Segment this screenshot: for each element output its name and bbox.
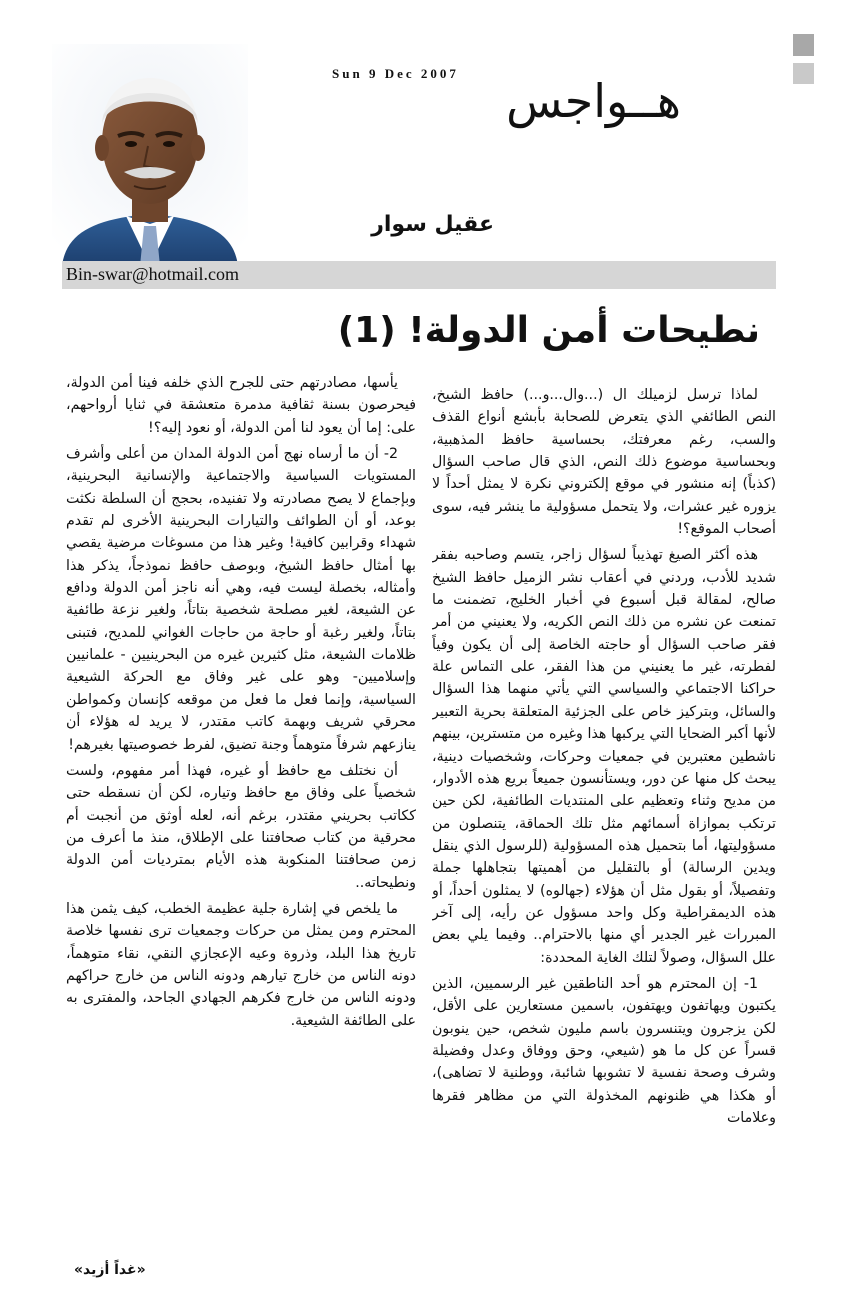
column-name: هــواجس	[506, 74, 681, 128]
article-column-left	[66, 372, 416, 1242]
paragraph: 2- أن ما أرساه نهج أمن الدولة المدان من أعلى وأشرف المستويات السياسية والاجتماعية والإنسانية البحرينية، وبإجماع لا يصح مصادرته ولا تفنيده، بحجج أن السلطة نكثت بوعد، أو أن الطوائف والتيارات البحرينية الأخرى لم تقدم شهداء وقرابين كافية! وغير هذا من مسوغات مرضية يقصي بها أمثال حافظ الشيخ، وبوصف حافظ نموذجاً، يذكر هذا وأمثاله، بخصلة ليست فيه، وهي أنه ناجز أمن الدولة ودافع عن الشيعة، لغير مصلحة شخصية بتاتاً، ولغير نزعة طائفية بتاتاً، ولغير رغبة أو حاجة من حاجات الغواني للمديح، فتبنى ظلامات الشيعة، مثل كثيرين غيره من البحرينيين - علمانيين وإسلاميين- وهو على غير وفاق مع الحركة الشيعية السياسية، وإنما فعل ما فعل من موقعه كإنسان وكمواطن محرقي شريف وبهمة كاتب مقتدر، لا يريد له هؤلاء أن ينازعهم شرفاً متوهماً وجنة تضيق، لفرط خصوصيتها بغيرهم!	[66, 446, 416, 753]
paragraph: ما يلخص في إشارة جلية عظيمة الخطب، كيف يثمن هذا المحترم ومن يمثل من حركات وجمعيات ترى نفسها خلاصة تاريخ هذا البلد، وذروة وعيه الإعجازي النقي، نقاء متوهماً، دونه الناس من خارج تيارهم ودونه الناس من خارج حراكهم ودونه الناس من خارج فكرهم الجهادي الجاحد، والمفترى به على الطائفة الشيعية.	[66, 900, 416, 1029]
paragraph: يأسها، مصادرتهم حتى للجرح الذي خلفه فينا أمن الدولة، فيحرصون بسنة ثقافية مدمرة متعشقة في ثنايا أرواحهم، على: إما أن يعود لنا أمن الدولة، أو نعود إليه؟!	[66, 375, 416, 436]
article-column-right	[432, 384, 776, 1289]
article-signoff: «غداً أزيد»	[74, 1262, 146, 1278]
publication-date: Sun 9 Dec 2007	[332, 66, 459, 81]
paragraph: 1- إن المحترم هو أحد الناطقين غير الرسميين، الذين يكتبون ويهاتفون ويهتفون، باسمين مستعارين على الأقل، لكن يزجرون ويتنسرون باسم مليون شخص، حين ينوبون قسراً عن كل ما هو (شيعي، وحق ووفاق وعدل وفضيلة وشرف وصحة نفسية لا تشوبها شائبة، ووطنية لا تضاهى)، أو هكذا هي ظنونهم المخذولة التي من مظاهر فقرها وعلامات	[432, 975, 776, 1126]
author-email: Bin-swar@hotmail.com	[66, 264, 240, 284]
decorative-square-bottom	[793, 63, 814, 84]
paragraph: أن نختلف مع حافظ أو غيره، فهذا أمر مفهوم، ولست شخصياً على وفاق مع حافظ وتياره، لكن أن نسقطه حتى ككاتب بحريني مقتدر، برغم أنه، لعله أوثق من أنجبت أم محرقية من كتاب صحافتنا على الإطلاق، منذ ما أعرف من زمن صحافتنا المنكوبة هذه الأيام بمترديات أمن الدولة ونطيحاته..	[66, 762, 416, 891]
paragraph: هذه أكثر الصيغ تهذيباً لسؤال زاجر، يتسم وصاحبه بفقر شديد للأدب، وردني في أعقاب نشر الزميل حافظ الشيخ صالح، لمقالة قبل أسبوع في أخبار الخليج، تضمنت ما تمنعت عن نشره من ذلك النص الكريه، ولا يعنيني من أمر فقر صاحب السؤال أو حاجته الخاصة إلى أن يكون وفياً لفطرته، غير ما يعنيني من هذا الفقر، على التماس علة حراكنا الاجتماعي والسياسي التي يأتي منهما هذا السؤال والسائل، وبتركيز خاص على الجزئية المتعلقة بحرية التعبير لأنها أكبر الضحايا التي يركبها هذا وغيره من متسترين، بينهم ناشطين معتبرين في جمعيات وحركات، وشخصيات دينية، يبحث كل منها عن دور، ويستأنسون جميعاً بريع هذه الأدوار، من مديح وثناء وتعظيم على المنتديات الطائفية، لكن حين ترتكب بموازاة أسمائهم مثل تلك الحماقة، يتنصلون من مسؤوليتها، أما بتحميل هذه المسؤولية (للرسول الذي ينقل ويدين الرسالة) أو بالتقليل من أهميتها بتجاهلها جملة وتفصيلاً، أو بقول مثل أن هؤلاء (جهالوه) لا يمثلون أحداً، أو هذه الديمقراطية وكل واحد مسؤول عن رأيه، إلى آخر المبررات غير الجدير أي منها بالاحترام.. وفيما يلي بعض علل السؤال، وصولاً لتلك الغاية المحددة:	[432, 547, 776, 966]
author-name: عقيل سوار	[371, 212, 494, 237]
paragraph: لماذا ترسل لزميلك ال (...وال...و...) حافظ الشيخ، النص الطائفي الذي يتعرض للصحابة بأبشع أنواع القذف والسب، رغم معرفتك، بحساسية حافظ المذهبية، وبحساسية موضوع ذلك النص، الذي قال صاحب السؤال (كذباً) إنه منشور في موقع إلكتروني نكرة لا يمثل أحداً لا يزوره غير عشرات، ولا يتحمل مسؤولية ما ينشر فيه، سوى أصحاب الموقع؟!	[432, 387, 776, 538]
author-photo	[52, 44, 248, 266]
article-headline: نطيحات أمن الدولة! (1)	[337, 310, 760, 351]
decorative-square-top	[793, 34, 814, 56]
email-bar	[62, 261, 776, 289]
